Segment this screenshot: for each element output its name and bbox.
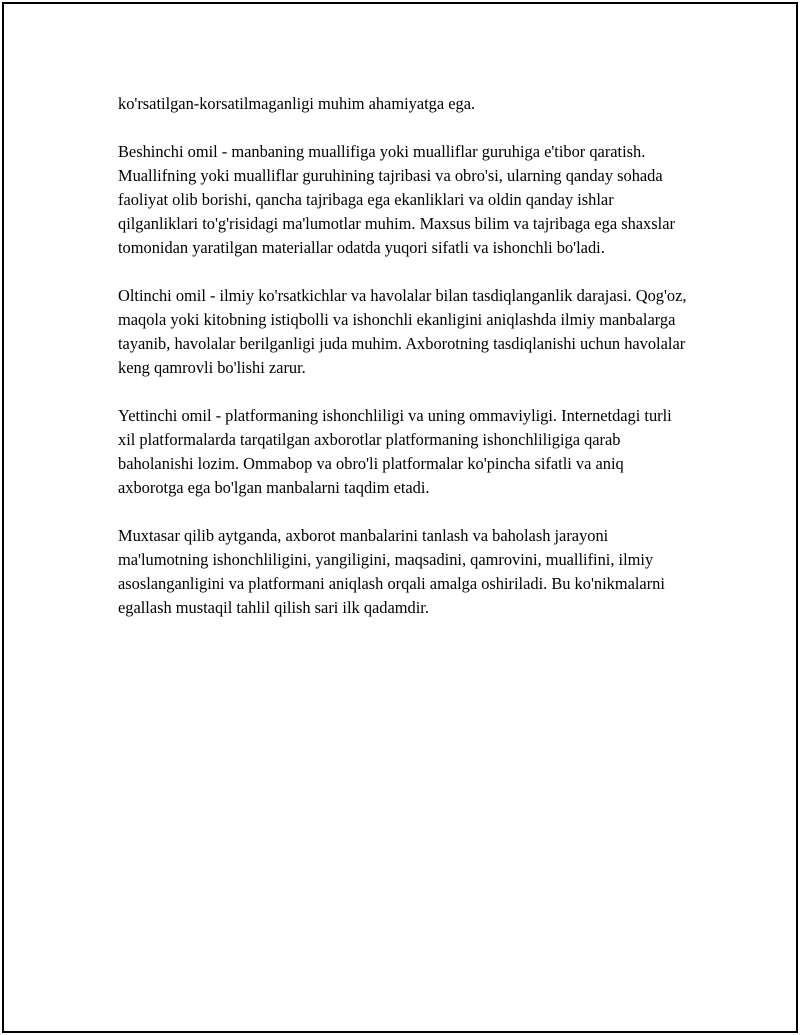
paragraph-fifth-factor: Beshinchi omil - manbaning muallifiga yoki mualliflar guruhiga e'tibor qaratish. Muallifning yoki mualliflar guruhining tajribasi va obro'si, ularning qanday sohada faoliyat olib borishi, qancha tajribaga ega ekanliklari va oldin qanday ishlar qilganliklari to'g'risidagi ma'lumotlar muhim. Maxsus bilim va tajribaga ega shaxslar tomonidan yaratilgan materiallar odatda yuqori sifatli va ishonchli bo'ladi. <box>118 142 675 257</box>
paragraph-seventh-factor: Yettinchi omil - platformaning ishonchliligi va uning ommaviyligi. Internetdagi turli xil platformalarda tarqatilgan axborotlar platformaning ishonchliligiga qarab baholanishi lozim. Ommabop va obro'li platformalar ko'pincha sifatli va aniq axborotga ega bo'lgan manbalarni taqdim etadi. <box>118 406 672 497</box>
document-body <box>118 92 688 644</box>
paragraph-conclusion: Muxtasar qilib aytganda, axborot manbalarini tanlash va baholash jarayoni ma'lumotning ishonchliligini, yangiligini, maqsadini, qamrovini, muallifini, ilmiy asoslanganligini va platformani aniqlash orqali amalga oshiriladi. Bu ko'nikmalarni egallash mustaqil tahlil qilish sari ilk qadamdir. <box>118 526 665 617</box>
paragraph-sixth-factor: Oltinchi omil - ilmiy ko'rsatkichlar va havolalar bilan tasdiqlanganlik darajasi. Qog'oz, maqola yoki kitobning istiqbolli va ishonchli ekanligini aniqlashda ilmiy manbalarga tayanib, havolalar berilganligi juda muhim. Axborotning tasdiqlanishi uchun havolalar keng qamrovli bo'lishi zarur. <box>118 286 687 377</box>
paragraph-continuation: ko'rsatilgan-korsatilmaganligi muhim ahamiyatga ega. <box>118 94 476 113</box>
